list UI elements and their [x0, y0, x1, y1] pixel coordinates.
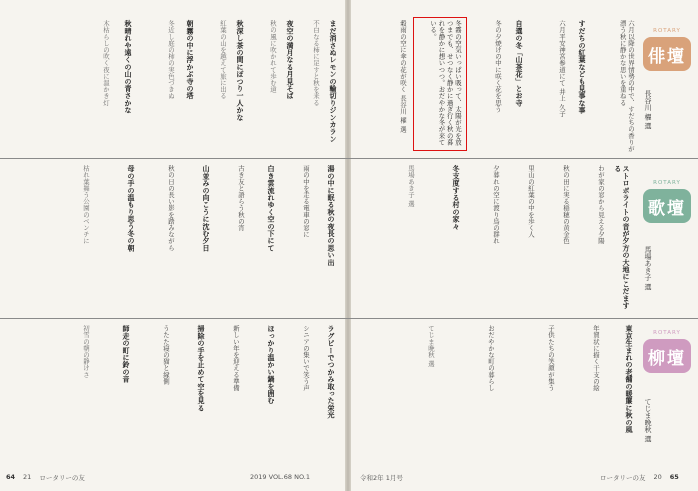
section-label: ROTARY — [653, 28, 681, 34]
text-column: 夜空の満月なる月見そば — [286, 20, 295, 100]
text-column: 木枯らしの吹く夜に温かき灯 — [102, 20, 110, 106]
left-footer — [6, 470, 85, 484]
text-column: まだ消さぬレモンの輪切りジンカラン — [329, 20, 338, 143]
text-column: 紅葉の山を越えて旅に出る — [219, 20, 227, 100]
era-label: 令和2年 1月号 — [360, 473, 403, 482]
text-column: 白き雲流れゆく空の下にて — [267, 165, 276, 252]
text-column: 秋の風に吹かれて歩む道 — [269, 20, 277, 93]
magazine-name: ロータリーの友 — [600, 473, 646, 482]
text-column: てじま晩秋 選 — [427, 325, 435, 367]
section-title: 歌壇 — [643, 189, 691, 223]
text-column: うたた寝の猫と縁側 — [162, 325, 170, 385]
section-label: ROTARY — [653, 330, 681, 336]
tanka-section-badge — [640, 180, 694, 230]
text-column: 山並みの向こうに沈む夕日 — [202, 165, 211, 252]
text-column: おだやかな町の暮らし — [487, 325, 495, 391]
text-column: 東京生まれの老舗の暖簾に秋の風 — [625, 325, 634, 433]
text-column: すだちの紅葉なども見事な事 — [578, 20, 587, 114]
text-column: ラグビーでつかみ取った栄光 — [327, 325, 336, 419]
text-column: 子供たちの笑顔が集う — [547, 325, 555, 391]
text-column: 湯の中に眠る秋の夜長の思い出 — [327, 165, 336, 266]
text-column: 古き友と語らう秋の宵 — [237, 165, 245, 231]
page-number: 65 — [669, 473, 679, 481]
text-column: 年賀状に描く干支の絵 — [592, 325, 600, 391]
section-divider-2 — [0, 318, 698, 319]
text-column: 不白なる柿に足すと秋を来る — [312, 20, 320, 106]
right-footer-era — [360, 470, 403, 484]
text-column: 掃除の手を止めて空を見る — [197, 325, 206, 412]
text-column: 新しい年を迎える準備 — [232, 325, 240, 391]
text-column: 夕暮れの空に渡り鳥の群れ — [492, 165, 500, 245]
magazine-name: ロータリーの友 — [39, 473, 85, 482]
text-column: 秋の田に実る稲穂の黄金色 — [562, 165, 570, 245]
text-column: 里山の紅葉の中を歩く人 — [527, 165, 535, 238]
issue-label: 2019 VOL.68 NO.1 — [250, 473, 310, 481]
text-column: 六月平安神宮参道にて 井上 久子 — [558, 20, 566, 117]
section-title: 俳壇 — [643, 37, 691, 71]
tanka-selector: 馬場あき子 選 — [644, 246, 652, 291]
text-column: わが家の窓から見える夕陽 — [597, 165, 605, 245]
text-column: 初雪の朝の静けさ — [82, 325, 90, 378]
text-column: ストロボライトの音が夕方の大地にこだまする — [613, 165, 631, 309]
section-title: 柳壇 — [643, 339, 691, 373]
page-ref: 20 — [653, 473, 662, 481]
text-column: 冬近し庭の柿の実色づきぬ — [167, 20, 175, 100]
text-column: シニアの集いで笑う声 — [302, 325, 310, 391]
text-column: 六月以降の世界情勢の中で、すだちの香りが漂う秋に静かな思いを重ねる — [618, 20, 635, 152]
text-column: 秋晴れや遠くの山の青さかな — [124, 20, 133, 114]
page-number: 64 — [6, 473, 16, 481]
section-label: ROTARY — [653, 180, 681, 186]
text-column: 朝霧の中に浮かぶ寺の塔 — [186, 20, 195, 100]
text-column: 母の手の温もり思う冬の朝 — [127, 165, 136, 252]
highlighted-text: 冬霧の空気いっぱい吸って、太陽が光を放つまでも、せつなく静かに過ぎ行く秋の暮れを静かに想いつつ。おだやかな冬が来ている。 — [429, 20, 462, 146]
senryu-selector: てじま晩秋 選 — [644, 398, 652, 443]
text-column: 雨の中を走る電車の窓に — [302, 165, 310, 238]
text-column: 秋深し茶の間にぽつり一人かな — [236, 20, 245, 121]
text-column: 冬支度する村の家々 — [452, 165, 461, 230]
text-column: 秋の日の長い影を踏みながら — [167, 165, 175, 251]
left-footer-issue — [250, 470, 310, 484]
text-column: 師走の町に鈴の音 — [122, 325, 131, 383]
page-ref: 21 — [23, 473, 32, 481]
text-column: 冬の夕焼けの中に咲く花を思う — [494, 20, 502, 113]
haiku-selector: 長谷川 櫂 選 — [644, 90, 652, 130]
text-column: 枯れ葉舞う公園のベンチに — [82, 165, 90, 245]
haiku-section-badge — [640, 28, 694, 78]
section-divider-1 — [0, 158, 698, 159]
text-column: 馬場あき子 選 — [407, 165, 415, 207]
right-footer — [600, 470, 679, 484]
text-column: 自選の冬「山茶花」とお寺 — [515, 20, 524, 107]
senryu-section-badge — [640, 330, 694, 380]
text-column: 穀雨の空に傘の花が咲く 長谷川 櫂 選 — [399, 20, 407, 133]
text-column: ほっかり温かい鍋を囲む — [267, 325, 276, 405]
page-gutter — [345, 0, 351, 491]
